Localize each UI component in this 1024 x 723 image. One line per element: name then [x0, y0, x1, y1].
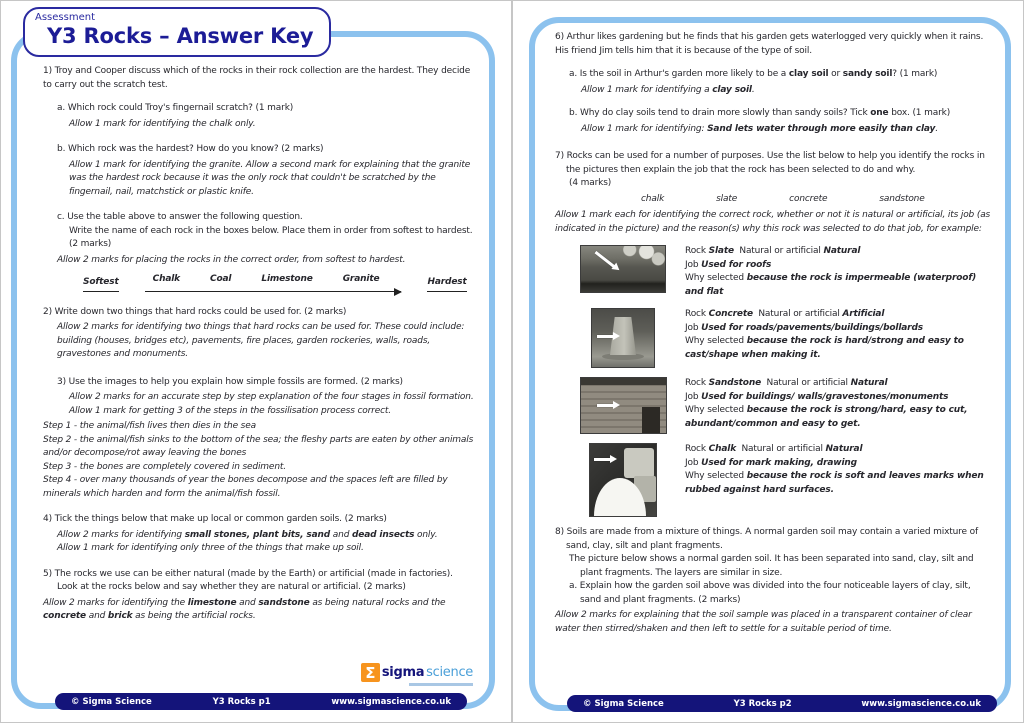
question-5-line1: 5) The rocks we use can be either natural (made by the Earth) or artificial (made in factories).: [43, 568, 453, 579]
sigma-icon: Σ: [361, 663, 380, 682]
concrete-bollard-photo: [591, 308, 655, 368]
page-2-content: [555, 31, 993, 636]
rock-word-bank: [641, 193, 993, 207]
assessment-badge: [23, 7, 331, 57]
page-title: Y3 Rocks – Answer Key: [47, 24, 314, 48]
rock-label: Rock: [685, 246, 706, 256]
question-1-intro: 1) Troy and Cooper discuss which of the rocks in their rock collection are the hardest. They decide to carry out the scratch test.: [43, 66, 471, 90]
fossil-step-2: Step 2 - the animal/fish sinks to the bottom of the sea; the fleshy parts are eaten by other animals and/or decompose/rot away leaving the bones: [43, 434, 474, 458]
question-1a: a. Which rock could Troy's fingernail scratch? (1 mark): [57, 103, 294, 113]
question-2: 2) Write down two things that hard rocks could be used for. (2 marks): [43, 306, 347, 317]
natural-label: Natural or artificial: [758, 309, 840, 319]
answer-1c: Allow 2 marks for placing the rocks in the correct order, from softest to hardest.: [57, 254, 406, 265]
natural-label: Natural or artificial: [766, 378, 848, 388]
natural-answer: Natural: [850, 378, 888, 388]
order-rock-3: Limestone: [261, 274, 313, 284]
footer-page-label: Y3 Rocks p1: [212, 696, 271, 707]
question-8-line2: The picture below shows a normal garden soil. It has been separated into sand, clay, silt and plant fragments. The layers are similar in size.: [569, 554, 974, 578]
job-answer: Used for buildings/ walls/gravestones/monuments: [701, 391, 949, 402]
page-1-footer: [55, 693, 467, 710]
assessment-label: Assessment: [35, 12, 95, 23]
page-2-footer: [567, 695, 997, 712]
page-2: [512, 0, 1024, 723]
question-1c-line1: c. Use the table above to answer the following question.: [57, 212, 303, 222]
natural-label: Natural or artificial: [739, 246, 821, 256]
arrow-head-icon: [394, 288, 402, 296]
word-bank-chalk: chalk: [641, 193, 665, 204]
question-1c-line2: Write the name of each rock in the boxes below. Place them in order from softest to hardest. (2 marks): [69, 225, 473, 249]
arrow-icon: [597, 404, 614, 407]
word-bank-sandstone: sandstone: [879, 193, 925, 204]
job-answer: Used for roads/pavements/buildings/bollards: [701, 322, 923, 333]
question-1b: b. Which rock was the hardest? How do you know? (2 marks): [57, 144, 324, 154]
answer-4-line2: Allow 1 mark for identifying only three of the things that make up soil.: [57, 543, 364, 553]
job-label: Job: [685, 457, 699, 468]
slate-roof-photo: [580, 245, 666, 293]
logo-brand-sigma: sigma: [381, 665, 425, 680]
natural-label: Natural or artificial: [741, 444, 823, 454]
rock-label: Rock: [685, 309, 706, 319]
answer-8: Allow 2 marks for explaining that the soil sample was placed in a transparent container of clear water then stirred/shaken and then left to settle for a suitable period of time.: [555, 610, 972, 634]
answer-6a: Allow 1 mark for identifying a clay soil.: [581, 84, 755, 95]
word-bank-slate: slate: [716, 193, 738, 204]
job-answer: Used for mark making, drawing: [701, 457, 857, 468]
answer-7-note: Allow 1 mark each for identifying the correct rock, whether or not it is natural or artificial, its job (as indicated in the picture) and the reason(s) why this rock was selected to do that job, for example:: [555, 210, 991, 234]
why-label: Why selected: [685, 273, 744, 283]
question-4: 4) Tick the things below that make up local or common garden soils. (2 marks): [43, 514, 387, 524]
natural-answer: Natural: [825, 444, 863, 454]
rock-label: Rock: [685, 378, 706, 388]
sandstone-building-photo: [580, 377, 667, 434]
answer-1a: Allow 1 mark for identifying the chalk only.: [69, 118, 256, 129]
footer-website: www.sigmascience.co.uk: [331, 696, 451, 707]
page-1-content: [43, 65, 477, 624]
rock-answer: Sandstone: [708, 378, 762, 388]
why-answer: because the rock is strong/hard, easy to cut, abundant/common and easy to get.: [685, 405, 968, 429]
rock-row-sandstone: [577, 377, 993, 434]
question-6-intro: 6) Arthur likes gardening but he finds that his garden gets waterlogged very quickly when it rains. His friend Jim tells him that it is because of the type of soil.: [555, 32, 984, 56]
answer-3: Allow 2 marks for an accurate step by step explanation of the four stages in fossil formation. Allow 1 mark for getting 3 of the steps in the fossilisation process correct.: [69, 392, 474, 416]
rock-answer: Chalk: [708, 444, 737, 454]
question-5-line2: Look at the rocks below and say whether they are natural or artificial. (2 marks): [57, 582, 406, 592]
why-label: Why selected: [685, 336, 744, 346]
why-answer: because the rock is soft and leaves marks when rubbed against hard surfaces.: [685, 471, 984, 495]
question-7-marks: (4 marks): [569, 178, 612, 188]
rock-order-answer: [83, 273, 477, 292]
answer-6b: Allow 1 mark for identifying: Sand lets water through more easily than clay.: [581, 123, 938, 134]
order-rock-2: Coal: [210, 274, 232, 284]
question-7: 7) Rocks can be used for a number of purposes. Use the list below to help you identify the rocks in the pictures then explain the job that the rock has been selected to do and why.: [555, 151, 985, 175]
footer-website: www.sigmascience.co.uk: [861, 698, 981, 709]
question-6a: a. Is the soil in Arthur's garden more likely to be a clay soil or sandy soil? (1 mark): [569, 69, 938, 79]
why-label: Why selected: [685, 471, 744, 481]
why-label: Why selected: [685, 405, 744, 415]
order-rock-1: Chalk: [152, 274, 181, 284]
arrow-icon: [597, 335, 614, 338]
answer-2: Allow 2 marks for identifying two things that hard rocks can be used for. These could include: building (houses, bridges etc), pavements, fire places, garden rockeries, walls, roads, gravestones and monuments.: [57, 322, 465, 359]
rock-row-slate: [577, 245, 993, 299]
fossil-step-3: Step 3 - the bones are completely covered in sediment.: [43, 461, 286, 472]
job-answer: Used for roofs: [701, 259, 772, 270]
why-answer: because the rock is impermeable (waterproof) and flat: [685, 273, 977, 297]
job-label: Job: [685, 391, 699, 402]
rock-answer: Slate: [708, 246, 734, 256]
natural-answer: Artificial: [842, 309, 885, 319]
job-label: Job: [685, 322, 699, 333]
order-softest-label: Softest: [83, 276, 119, 292]
order-rock-4: Granite: [342, 274, 380, 284]
question-6b: b. Why do clay soils tend to drain more slowly than sandy soils? Tick one box. (1 mark): [569, 108, 951, 118]
order-arrow: [145, 273, 402, 292]
chalk-powder-photo: [589, 443, 657, 517]
answer-1b: Allow 1 mark for identifying the granite. Allow a second mark for explaining that the granite was the hardest rock because it was the only rock that couldn't be scratched by the fingernail, nail, matchstick or plastic knife.: [69, 159, 471, 197]
arrow-icon: [595, 251, 616, 268]
why-answer: because the rock is hard/strong and easy to cast/shape when making it.: [685, 336, 964, 360]
logo-brand-science: science: [426, 665, 473, 680]
question-8-line1: 8) Soils are made from a mixture of things. A normal garden soil may contain a varied mixture of sand, clay, silt and plant fragments.: [555, 527, 979, 551]
footer-copyright: © Sigma Science: [583, 698, 664, 709]
sigmascience-logo: [361, 663, 473, 686]
job-label: Job: [685, 259, 699, 270]
answer-5: Allow 2 marks for identifying the limestone and sandstone as being natural rocks and the concrete and brick as being the artificial rocks.: [43, 597, 446, 621]
natural-answer: Natural: [823, 246, 861, 256]
footer-copyright: © Sigma Science: [71, 696, 152, 707]
footer-page-label: Y3 Rocks p2: [733, 698, 792, 709]
question-8a: a. Explain how the garden soil above was divided into the four noticeable layers of clay, silt, sand and plant fragments. (2 marks): [569, 581, 971, 605]
rock-label: Rock: [685, 444, 706, 454]
rock-row-concrete: [577, 308, 993, 368]
fossil-step-4: Step 4 - over many thousands of year the bones decompose and the spaces left are filled by minerals which harden and form the animal/fish fossil.: [43, 475, 448, 499]
rock-answer: Concrete: [708, 309, 753, 319]
question-3: 3) Use the images to help you explain how simple fossils are formed. (2 marks): [57, 376, 403, 387]
fossil-step-1: Step 1 - the animal/fish lives then dies in the sea: [43, 421, 256, 431]
order-hardest-label: Hardest: [427, 276, 466, 292]
arrow-icon: [594, 458, 611, 461]
logo-tagline-rule: [409, 683, 473, 686]
word-bank-concrete: concrete: [789, 193, 828, 204]
rock-row-chalk: [577, 443, 993, 517]
answer-4-line1: Allow 2 marks for identifying small stones, plant bits, sand and dead insects only.: [57, 529, 438, 540]
